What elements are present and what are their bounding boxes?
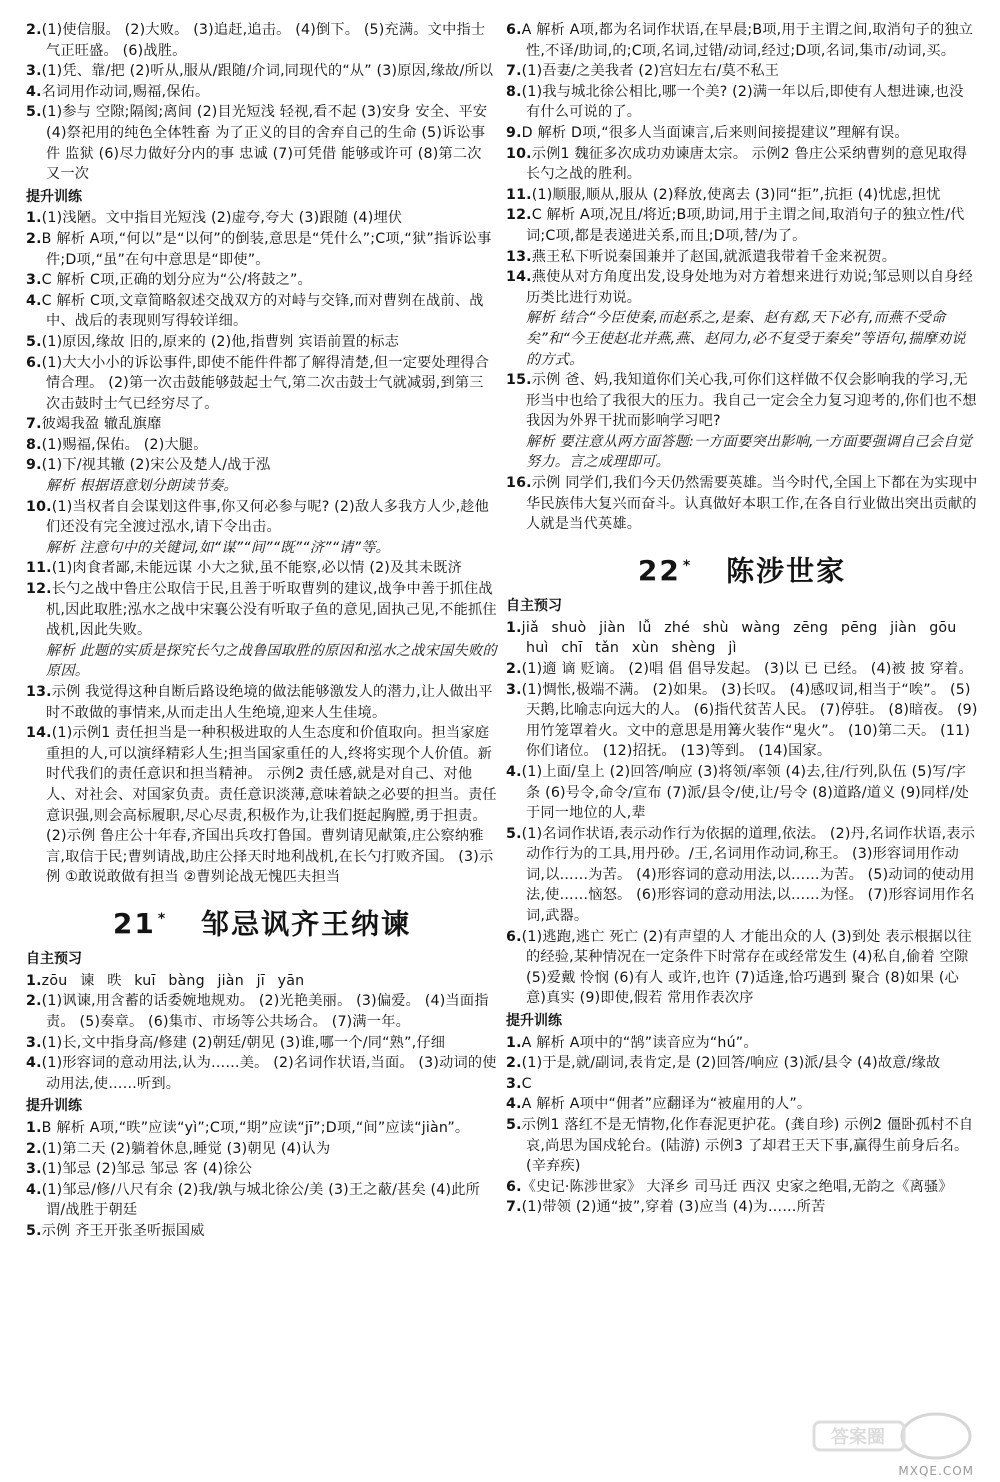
analysis-note: 解析 结合“今臣使秦,而赵系之,是秦、赵有郄,天下必有,而燕不受命矣”和“今王使赵北并燕,燕、赵同力,必不复受于秦矣”等语句,揣摩劝说的方式。 xyxy=(526,310,966,368)
answer-number: 2. xyxy=(26,993,42,1010)
chapter-number xyxy=(113,907,167,940)
answer-item xyxy=(26,723,498,888)
answer-text: (1)吾妻/之美我者 (2)宫妇左右/莫不私王 xyxy=(521,63,780,80)
answer-number: 10. xyxy=(506,145,532,162)
answer-text: (1)浅陋。文中指目光短浅 (2)虚夸,夸大 (3)跟随 (4)埋伏 xyxy=(41,210,403,227)
answer-item xyxy=(506,20,978,61)
right-column xyxy=(506,20,978,1242)
answer-item xyxy=(26,208,498,229)
chapter-number-text: 22 xyxy=(637,554,681,588)
section-heading: 自主预习 xyxy=(26,951,82,968)
answer-text: (1)第二天 (2)躺着休息,睡觉 (3)朝见 (4)认为 xyxy=(41,1140,331,1157)
answer-text: A 解析 A项中“佣者”应翻译为“被雇用的人”。 xyxy=(521,1096,812,1113)
answer-number: 1. xyxy=(506,619,522,636)
answer-text: (1)凭、靠/把 (2)听从,服从/跟随/介词,同现代的“从” (3)原因,缘故/所以 xyxy=(41,63,494,80)
answer-text: (1)逃跑,逃亡 死亡 (2)有声望的人 才能出众的人 (3)到处 表示根据以往的经验,某种情况在一定条件下时常存在或经常发生 (4)私自,偷着 空隙 (5)爱戴 怜悯 (6)有人 或许,也许 (7)适逢,恰巧遇到 聚合 (8)如果 (心意)真实 (9)即使,假若 常用作表次序 xyxy=(521,928,972,1007)
answer-number: 15. xyxy=(506,372,532,389)
answer-text: (1)使信服。 (2)大败。 (3)追赶,追击。 (4)倒下。 (5)充满。文中指士气正旺盛。 (6)战胜。 xyxy=(41,22,486,59)
answer-item xyxy=(26,291,498,332)
answer-item xyxy=(506,473,978,535)
answer-item xyxy=(26,1118,498,1139)
answer-item xyxy=(506,1074,978,1095)
answer-text: (1)讽谏,用含蓄的话委婉地规劝。 (2)光艳美丽。 (3)偏爱。 (4)当面指责。 (5)奏章。 (6)集市、市场等公共场合。 (7)满一年。 xyxy=(41,993,489,1031)
answer-text: jiǎ shuò jiàn lǚ zhé shù wàng zēng pēng jiàn gōu huì chī tǎn xùn shèng jì xyxy=(521,619,957,657)
answer-item xyxy=(506,1177,978,1198)
answer-item xyxy=(26,82,498,103)
answer-item xyxy=(506,1094,978,1115)
answer-number: 1. xyxy=(26,210,42,227)
answer-item xyxy=(26,971,498,992)
answer-text: (1)参与 空隙;隔阂;离间 (2)目光短浅 轻视,看不起 (3)安身 安全、平安 (4)祭祀用的纯色全体牲畜 为了正义的目的舍弃自己的生命 (5)诉讼事件 监狱 (6)尽力做好分内的事 忠诚 (7)可凭借 能够或许可 (8)第二次 又一次 xyxy=(41,104,488,183)
analysis-note: 解析 根据语意划分朗读节奏。 xyxy=(46,478,238,495)
answer-text: C xyxy=(521,1075,532,1092)
answer-text: (1)大大小小的诉讼事件,即使不能件件都了解得清楚,但一定要处理得合情合理。 (2)第一次击鼓能够鼓起士气,第二次击鼓士气就减弱,到第三次击鼓时士气已经穷尽了。 xyxy=(41,354,490,412)
analysis-note: 解析 此题的实质是探究长勺之战鲁国取胜的原因和泓水之战宋国失败的原因。 xyxy=(46,642,497,680)
answer-number: 14. xyxy=(26,725,52,742)
answer-number: 8. xyxy=(506,83,522,100)
answer-item xyxy=(26,1180,498,1221)
analysis-note: 解析 要注意从两方面答题:一方面要突出影响,一方面要强调自己会自觉努力。言之成理即可。 xyxy=(526,433,973,471)
chapter-star: * xyxy=(157,910,168,927)
answer-item xyxy=(506,205,978,246)
answer-text: (1)惆怅,极端不满。 (2)如果。 (3)长叹。 (4)感叹词,相当于“唉”。 (5)天鹅,比喻志向远大的人。 (6)指代贫苦人民。 (7)停驻。 (8)暗夜。 (9)用竹笼罩着火。文中的意思是用篝火装作“鬼火”。 (10)第二天。 (11)你们诸位。 (12)招抚。 (13)等到。 (14)国家。 xyxy=(521,681,978,760)
answer-number: 11. xyxy=(26,560,52,577)
answer-number: 9. xyxy=(506,124,522,141)
answer-item xyxy=(506,370,978,432)
answer-text: C 解析 C项,正确的划分应为“公/将鼓之”。 xyxy=(41,272,312,289)
answer-text: A 解析 A项中的“鹄”读音应为“hú”。 xyxy=(521,1034,758,1051)
answer-text: (1)长,文中指身高/修建 (2)朝廷/朝见 (3)谁,哪一个/同“熟”,仔细 xyxy=(41,1034,446,1051)
chapter-title-text: 邹忌讽齐王纳谏 xyxy=(201,907,412,941)
answer-text: (1)于是,就/副词,表肯定,是 (2)回答/响应 (3)派/县令 (4)故意/缘故 xyxy=(521,1055,941,1072)
chapter-number-text: 21 xyxy=(112,907,156,941)
answer-number: 2. xyxy=(506,1055,522,1072)
answer-item xyxy=(506,123,978,144)
answer-number: 4. xyxy=(506,763,522,780)
answer-number: 3. xyxy=(26,63,42,80)
answer-number: 6. xyxy=(506,928,522,945)
answer-item xyxy=(26,682,498,723)
answer-number: 12. xyxy=(26,581,52,598)
answer-text: 燕使从对方角度出发,设身处地为对方着想来进行劝说;邹忌则以自身经历类比进行劝说。 xyxy=(526,269,974,306)
answer-text: 示例 同学们,我们今天仍然需要英雄。当今时代,全国上下都在为实现中华民族伟大复兴而奋斗。认真做好本职工作,在各自行业做出突出贡献的人就是当代英雄。 xyxy=(526,475,978,533)
answer-number: 7. xyxy=(506,63,522,80)
answer-text: D 解析 D项,“很多人当面谏言,后来则间接提建议”理解有误。 xyxy=(521,124,909,141)
answer-number: 1. xyxy=(26,972,42,989)
chapter-title xyxy=(506,549,978,588)
answer-item xyxy=(506,144,978,185)
answer-item xyxy=(506,680,978,762)
answer-number: 3. xyxy=(26,1161,42,1178)
answer-item xyxy=(26,1221,498,1242)
answer-item xyxy=(506,185,978,206)
chapter-title-text: 陈涉世家 xyxy=(726,554,847,588)
answer-item xyxy=(506,267,978,308)
chapter-title xyxy=(26,902,498,941)
answer-item xyxy=(506,927,978,1009)
answer-item xyxy=(26,1033,498,1054)
answer-text: (1)上面/皇上 (2)回答/响应 (3)将领/率领 (4)去,往/行列,队伍 (5)写/字条 (6)号令,命令/宣布 (7)派/县令/使,让/号令 (8)道路/道义 (9)同样/处于同一地位的人,辈 xyxy=(521,763,970,822)
answer-number: 5. xyxy=(506,1117,522,1134)
answer-text: (1)带领 (2)通“披”,穿着 (3)应当 (4)为……所苦 xyxy=(521,1199,826,1216)
answer-text: 示例1 魏征多次成功劝谏唐太宗。 示例2 鲁庄公采纳曹刿的意见取得长勺之战的胜利。 xyxy=(526,145,968,183)
answer-text: B 解析 A项,“何以”是“以何”的倒装,意思是“凭什么”;C项,“狱”指诉讼事件;D项,“虽”在句中意思是“即使”。 xyxy=(41,230,492,268)
answer-number: 3. xyxy=(506,1075,522,1092)
answer-number: 2. xyxy=(26,22,42,38)
section-heading: 提升训练 xyxy=(506,1013,562,1030)
analysis-note: 解析 注意句中的关键词,如“谋”“间”“既”“济”“请”等。 xyxy=(46,539,390,556)
answer-text: (1)示例1 责任担当是一种积极进取的人生态度和价值取向。担当家庭重担的人,可以演绎精彩人生;担当国家重任的人,终将实现个人价值。新时代我们的责任意识和担当精神。 示例2 责任感,就是对自己、对他人、对社会、对国家负责。责任意识淡薄,意味着缺之必要的担当。责任意识强,则会高标履职,尽心尽责,积极作为,让我们挺起胸膛,勇于担责。 (2)示例 鲁庄公十年春,齐国出兵攻打鲁国。曹刿请见献策,庄公察纳雅言,取信于民;曹刿请战,助庄公择天时地利战机,在长勺打败齐国。 (3)示例 ①敢说敢做有担当 ②曹刿论战无愧匹夫担当 xyxy=(46,725,497,886)
answer-number: 5. xyxy=(506,825,522,842)
left-column xyxy=(26,20,498,1242)
answer-item xyxy=(26,991,498,1032)
section-heading: 自主预习 xyxy=(506,598,562,615)
answer-text: (1)邹忌/修/八尺有余 (2)我/孰与城北徐公/美 (3)王之蔽/甚矣 (4)此所谓/战胜于朝廷 xyxy=(41,1181,481,1219)
answer-number: 6. xyxy=(26,354,42,371)
answer-number: 16. xyxy=(506,475,532,492)
answer-text: 《史记·陈涉世家》 大泽乡 司马迁 西汉 史家之绝唱,无韵之《离骚》 xyxy=(521,1178,953,1195)
chapter-star: * xyxy=(682,557,693,574)
answer-number: 13. xyxy=(26,684,52,700)
answer-text: C 解析 C项,文章简略叙述交战双方的对峙与交锋,而对曹刿在战前、战中、战后的表现则写得较详细。 xyxy=(41,292,484,330)
answer-number: 4. xyxy=(26,1055,42,1072)
answer-text: 燕王私下听说秦国兼并了赵国,就派遣我带着千金来祝贺。 xyxy=(531,248,897,265)
answer-item xyxy=(506,824,978,927)
answer-item xyxy=(26,102,498,184)
answer-number: 4. xyxy=(26,83,42,100)
answer-item xyxy=(26,435,498,456)
answer-number: 3. xyxy=(506,681,522,698)
answer-number: 13. xyxy=(506,248,532,265)
answer-item xyxy=(506,1033,978,1054)
answer-text: (1)下/视其辙 (2)宋公及楚人/战于泓 xyxy=(41,457,271,474)
answer-text: 示例1 落红不是无情物,化作春泥更护花。(龚自珍) 示例2 僵卧孤村不自哀,尚思为国戍轮台。(陆游) 示例3 了却君王天下事,赢得生前身后名。(辛弃疾) xyxy=(521,1117,974,1175)
answer-number: 5. xyxy=(26,104,42,121)
answer-item xyxy=(506,659,978,680)
two-column-layout xyxy=(26,20,978,1242)
watermark-brand: 答案圈 xyxy=(831,1427,885,1448)
answer-text: 长勺之战中鲁庄公取信于民,且善于听取曹刿的建议,战争中善于抓住战机,因此取胜;泓水之战中宋襄公没有听取子鱼的意见,固执己见,不能抓住战机,因此失败。 xyxy=(46,581,497,639)
answer-number: 1. xyxy=(26,1120,42,1137)
answer-number: 1. xyxy=(506,1034,522,1051)
answer-text: (1)原因,缘故 旧的,原来的 (2)他,指曹刿 宾语前置的标志 xyxy=(41,333,400,350)
answer-number: 7. xyxy=(506,1199,522,1216)
answer-item xyxy=(506,1197,978,1218)
answer-item xyxy=(506,1115,978,1177)
answer-number: 7. xyxy=(26,416,42,433)
answer-number: 3. xyxy=(26,1034,42,1051)
answer-text: (1)当权者自会谋划这件事,你又何必参与呢? (2)敌人多我方人少,趁他们还没有完全渡过泓水,请下令出击。 xyxy=(46,498,490,536)
answer-text: C 解析 A项,况且/将近;B项,助词,用于主谓之间,取消句子的独立性/代词;C项,都是表递进关系,而且;D项,替/为了。 xyxy=(526,207,965,244)
section-heading: 提升训练 xyxy=(26,1098,82,1115)
answer-text: 示例 我觉得这种自断后路设绝境的做法能够激发人的潜力,让人做出平时不敢做的事情来,从而走出人生绝境,迎来人生佳境。 xyxy=(46,684,493,721)
answer-number: 2. xyxy=(506,660,522,677)
answer-item xyxy=(26,20,498,61)
answer-text: A 解析 A项,都为名词作状语,在早晨;B项,用于主谓之间,取消句子的独立性,不译/助词,的;C项,名词,过错/动词,经过;D项,名词,集市/动词,买。 xyxy=(521,22,974,59)
answer-item xyxy=(26,1159,498,1180)
answer-item xyxy=(26,270,498,291)
answer-number: 4. xyxy=(26,1181,42,1198)
chapter-number xyxy=(638,554,692,587)
answer-item xyxy=(506,82,978,123)
answer-text: zōu 谏 昳 kuī bàng jiàn jī yān xyxy=(41,972,305,989)
answer-text: 名词用作动词,赐福,保佑。 xyxy=(41,83,210,100)
answer-number: 11. xyxy=(506,186,532,203)
answer-number: 2. xyxy=(26,230,42,247)
answer-number: 5. xyxy=(26,1222,42,1239)
answer-number: 5. xyxy=(26,333,42,350)
answer-item xyxy=(26,497,498,538)
answer-text: (1)名词作状语,表示动作行为依据的道理,依法。 (2)丹,名词作状语,表示动作行为的工具,用丹砂。/王,名词用作动词,称王。 (3)形容词用作动词,以……为苦。 (4)形容词的意动用法,以……为苦。 (5)动词的使动用法,使……恼怒。 (6)形容词的意动用法,以……为怪。 (7)形容词用作名词,武器。 xyxy=(521,825,976,925)
answer-text: (1)邹忌 (2)邹忌 邹忌 客 (4)徐公 xyxy=(41,1161,253,1178)
answer-item xyxy=(26,332,498,353)
answer-item xyxy=(506,61,978,82)
answer-text: (1)赐福,保佑。 (2)大腿。 xyxy=(41,436,208,453)
answer-text: (1)我与城北徐公相比,哪一个美? (2)满一年以后,即使有人想进谏,也没有什么可说的了。 xyxy=(521,83,964,121)
answer-item xyxy=(506,247,978,268)
answer-number: 14. xyxy=(506,269,532,286)
answer-text: B 解析 A项,“昳”应读“yì”;C项,“期”应读“jī”;D项,“间”应读“jiàn”。 xyxy=(41,1120,470,1137)
answer-number: 12. xyxy=(506,207,532,224)
answer-item xyxy=(26,1139,498,1160)
watermark-logo-icon xyxy=(806,1410,976,1466)
answer-text: 示例 齐王开张圣听振国威 xyxy=(41,1222,205,1239)
answer-number: 2. xyxy=(26,1140,42,1157)
answer-number: 4. xyxy=(506,1096,522,1113)
answer-item xyxy=(26,455,498,476)
answer-number: 8. xyxy=(26,436,42,453)
answer-text: (1)適 谪 贬谪。 (2)唱 倡 倡导发起。 (3)以 已 已经。 (4)被 披 穿着。 xyxy=(521,660,973,677)
answer-text: 彼竭我盈 辙乱旗靡 xyxy=(41,416,162,433)
answer-text: (1)顺服,顺从,服从 (2)释放,使离去 (3)同“拒”,抗拒 (4)忧虑,担忧 xyxy=(531,186,941,203)
answer-item xyxy=(26,579,498,641)
section-heading: 提升训练 xyxy=(26,188,82,205)
answer-number: 4. xyxy=(26,292,42,309)
answer-number: 10. xyxy=(26,498,52,515)
answer-item xyxy=(26,1053,498,1094)
answer-text: (1)肉食者鄙,未能远谋 小大之狱,虽不能察,必以情 (2)及其未既济 xyxy=(51,560,462,577)
answer-number: 3. xyxy=(26,272,42,289)
answer-number: 9. xyxy=(26,457,42,474)
answer-number: 6. xyxy=(506,22,522,38)
answer-item xyxy=(26,558,498,579)
answer-text: 示例 爸、妈,我知道你们关心我,可你们这样做不仅会影响我的学习,无形当中也给了我很大的压力。我自己一定会全力复习迎考的,你们也不想我因为外界干扰而影响学习吧? xyxy=(526,372,977,430)
answer-item xyxy=(506,1053,978,1074)
answer-text: (1)形容词的意动用法,认为……美。 (2)名词作状语,当面。 (3)动词的使动用法,使……听到。 xyxy=(41,1055,497,1092)
watermark-url: MXQE.COM xyxy=(898,1464,974,1478)
answer-item xyxy=(26,414,498,435)
answer-item xyxy=(506,762,978,824)
answer-item xyxy=(26,353,498,415)
answer-number: 6. xyxy=(506,1178,522,1195)
answer-item xyxy=(26,61,498,82)
answer-item xyxy=(26,229,498,270)
answer-item xyxy=(506,618,978,659)
